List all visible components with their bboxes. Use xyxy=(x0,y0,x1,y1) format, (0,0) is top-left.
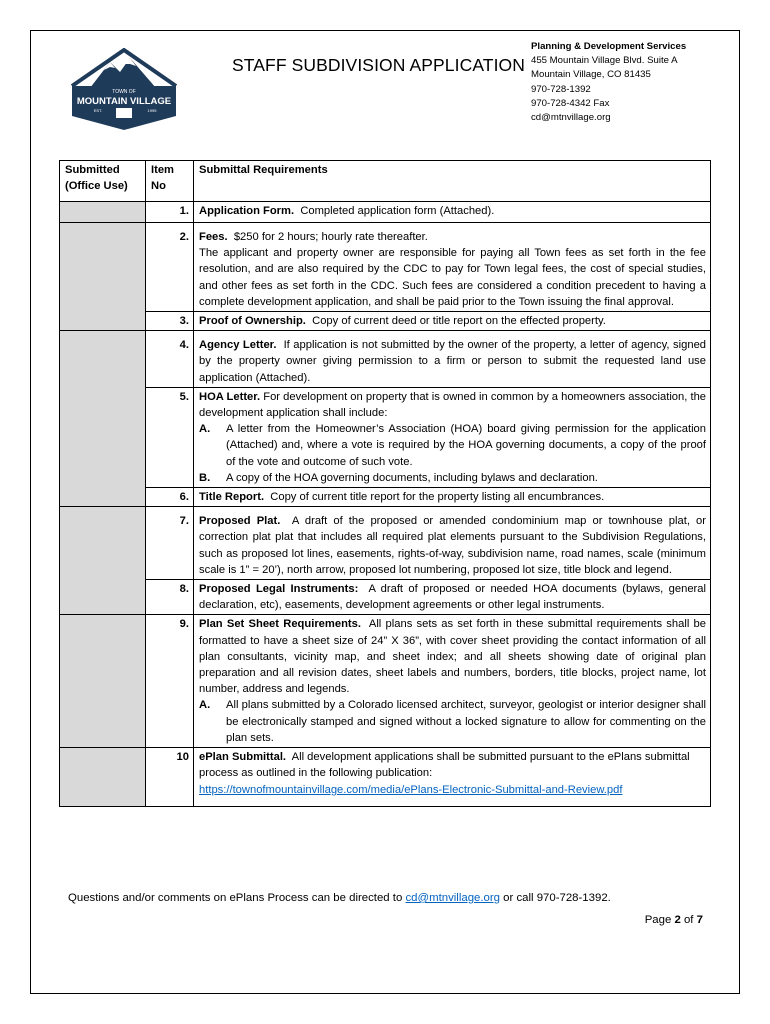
table-row xyxy=(60,223,711,312)
submittal-requirements-table xyxy=(59,160,711,807)
contact-fax: 970-728-4342 Fax xyxy=(531,97,610,109)
page-title: STAFF SUBDIVISION APPLICATION xyxy=(232,55,525,75)
requirement-body: A draft of proposed or needed HOA documents (bylaws, general declaration, etc), easements, development agreements or other legal instruments. xyxy=(199,583,706,612)
requirement-text xyxy=(194,507,711,580)
col-submitted-header: Submitted (Office Use) xyxy=(60,161,146,202)
table-row xyxy=(60,615,711,748)
requirement-label: Agency Letter. xyxy=(199,339,277,352)
page-current: 2 xyxy=(674,914,681,926)
item-number: 3. xyxy=(146,312,194,331)
requirement-body: All plans sets as set forth in these submittal requirements shall be formatted to have a sheet size of 24” X 36”, with cover sheet providing the contact information of all plan consultants, vicinity map, and sheet index; and all sheets showing date of original plan preparation and all revision dates, sheet labels and numbers, borders, title blocks, project name, lot number, address and legends. xyxy=(199,618,706,696)
sub-item-key: B. xyxy=(199,471,211,484)
item-number: 8. xyxy=(146,580,194,615)
requirement-text xyxy=(194,488,711,507)
requirement-label: Proposed Plat. xyxy=(199,515,281,528)
logo-name: MOUNTAIN VILLAGE xyxy=(76,96,172,107)
item-number: 9. xyxy=(146,615,194,748)
contact-address2: Mountain Village, CO 81435 xyxy=(531,69,651,81)
contact-email: cd@mtnvillage.org xyxy=(531,112,611,124)
contact-org: Planning & Development Services xyxy=(531,41,687,52)
page-total: 7 xyxy=(696,914,703,926)
requirement-body: For development on property that is owned in common by a homeowners association, the development application shall include: xyxy=(199,390,707,420)
table-row xyxy=(60,580,711,615)
requirement-body: If application is not submitted by the owner of the property, a letter of agency, signed by the property owner giving permission to a firm or person to submit the requested land use application (Attached). xyxy=(199,339,707,384)
sub-item-text: A letter from the Homeowner’s Association (HOA) board giving permission for the application (Attached) and, where a vote is required by the HOA governing documents, a copy of the proof of the vote and outcome of such vote. xyxy=(226,423,706,468)
requirement-body: Copy of current deed or title report on the effected property. xyxy=(312,315,606,328)
eplans-publication-link[interactable]: https://townofmountainvillage.com/media/ePlans-Electronic-Submittal-and-Review.pdf xyxy=(199,783,623,796)
table-row xyxy=(60,507,711,580)
requirement-label: Plan Set Sheet Requirements. xyxy=(199,618,361,631)
table-header-row xyxy=(60,161,711,202)
item-number: 7. xyxy=(146,507,194,580)
logo-year: 1995 xyxy=(147,108,157,113)
sub-item xyxy=(199,697,706,746)
table-row xyxy=(60,387,711,487)
town-logo xyxy=(68,48,180,130)
office-use-checkbox[interactable] xyxy=(60,748,146,807)
table-row xyxy=(60,748,711,807)
office-use-checkbox[interactable] xyxy=(60,223,146,331)
page-word: Page xyxy=(644,914,675,926)
requirement-text xyxy=(194,387,711,487)
requirement-label: Fees. xyxy=(199,231,228,243)
footer-email-link[interactable]: cd@mtnvillage.org xyxy=(405,892,500,904)
item-number: 5. xyxy=(146,387,194,487)
office-use-checkbox[interactable] xyxy=(60,331,146,507)
sub-item-text: All plans submitted by a Colorado licensed architect, surveyor, geologist or interior designer shall be electronically stamped and signed without a locked signature to allow for commenting on the plan sets. xyxy=(226,699,706,744)
table-row xyxy=(60,202,711,223)
sub-item-key: A. xyxy=(199,423,211,436)
table-row xyxy=(60,488,711,507)
logo-town-of: TOWN OF xyxy=(112,89,136,95)
sub-item-text: A copy of the HOA governing documents, including bylaws and declaration. xyxy=(226,471,598,484)
logo-est: EST. xyxy=(93,108,103,113)
page-of: of xyxy=(680,914,697,926)
office-use-checkbox[interactable] xyxy=(60,202,146,223)
requirement-text xyxy=(194,202,711,223)
item-number: 6. xyxy=(146,488,194,507)
sub-item xyxy=(199,421,706,470)
requirement-text xyxy=(194,615,711,748)
requirement-text xyxy=(194,312,711,331)
office-use-checkbox[interactable] xyxy=(60,507,146,615)
requirement-text xyxy=(194,331,711,388)
contact-block xyxy=(531,40,686,125)
contact-phone: 970-728-1392 xyxy=(531,83,591,95)
footer-text-after: or call 970-728-1392. xyxy=(500,892,611,904)
col-requirements-header: Submittal Requirements xyxy=(194,161,711,202)
table-row xyxy=(60,312,711,331)
requirement-label: HOA Letter. xyxy=(199,390,261,403)
item-number: 1. xyxy=(146,202,194,223)
page-number xyxy=(645,914,703,926)
item-number: 2. xyxy=(146,223,194,312)
requirement-body: Completed application form (Attached). xyxy=(300,205,495,217)
footer-note xyxy=(68,892,611,904)
requirement-label: ePlan Submittal. xyxy=(199,751,287,764)
requirement-label: Proposed Legal Instruments: xyxy=(199,583,359,596)
requirement-label: Title Report. xyxy=(199,491,265,504)
item-number: 10 xyxy=(146,748,194,807)
requirement-text xyxy=(194,748,711,807)
requirement-body: $250 for 2 hours; hourly rate thereafter. xyxy=(233,231,428,243)
requirement-body: Copy of current title report for the property listing all encumbrances. xyxy=(270,491,605,504)
col-item-header: Item No xyxy=(146,161,194,202)
requirement-label: Proof of Ownership. xyxy=(199,315,306,328)
requirement-body: All development applications shall be submitted pursuant to the ePlans submittal process as outlined in the following publication: xyxy=(199,751,690,780)
item-number: 4. xyxy=(146,331,194,388)
office-use-checkbox[interactable] xyxy=(60,615,146,748)
sub-item-key: A. xyxy=(199,699,211,712)
requirement-detail: The applicant and property owner are responsible for paying all Town fees as set forth in the fee resolution, and are also required by the CDC to pay for Town legal fees, the cost of special studies, and other fees as set forth in the CDC. Such fees are considered a condition precedent to having a complete development application, and shall be paid prior to the Town issuing the final approval. xyxy=(199,247,706,308)
requirement-text xyxy=(194,223,711,312)
contact-address1: 455 Mountain Village Blvd. Suite A xyxy=(531,55,678,67)
requirement-body: A draft of the proposed or amended condominium map or townhouse plat, or correction plat plat that includes all required plat elements pursuant to the Subdivision Regulations, such as proposed lot lines, easements, rights-of-way, subdivision name, road names, scale (minimum scale is 1” = 20’), north arrow, proposed lot numbering, proposed lot size, title block and legend. xyxy=(199,515,706,576)
footer-text-before: Questions and/or comments on ePlans Process can be directed to xyxy=(68,892,406,904)
sub-item xyxy=(199,470,706,486)
requirement-label: Application Form. xyxy=(199,205,295,217)
table-row xyxy=(60,331,711,388)
requirement-text xyxy=(194,580,711,615)
